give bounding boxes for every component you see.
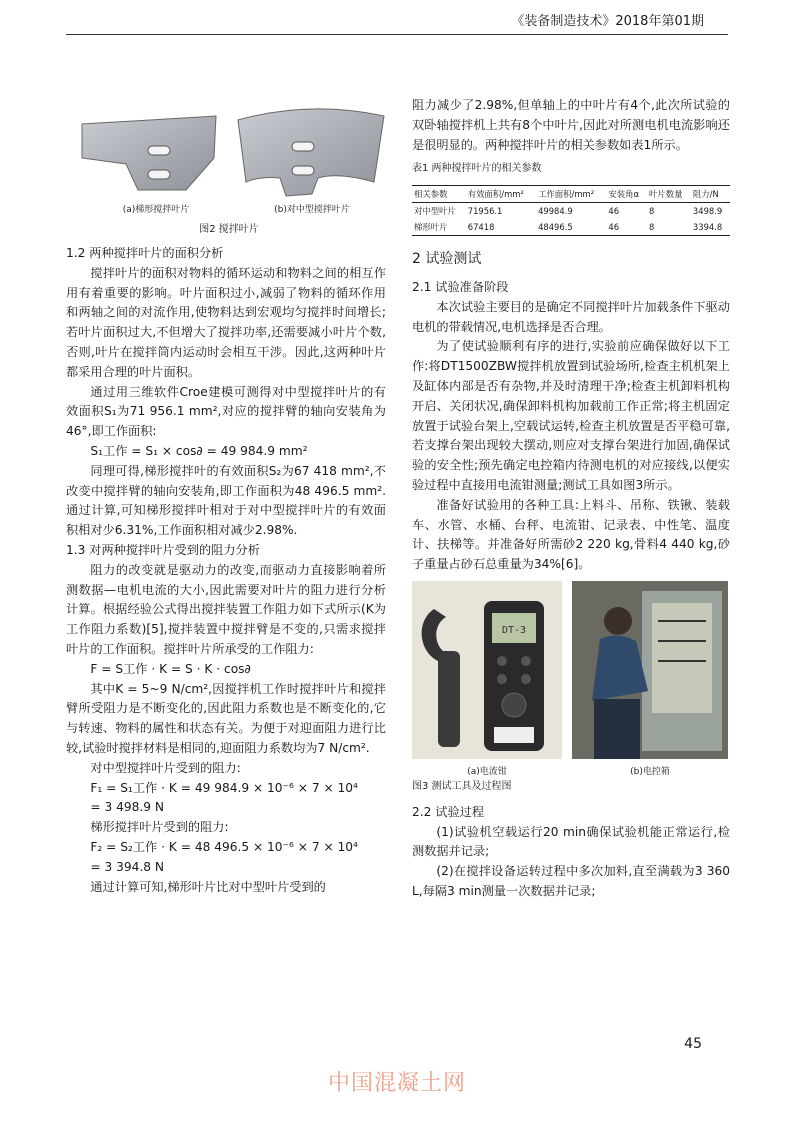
table-header-cell: 安装角α <box>608 189 640 200</box>
table-header-row <box>412 186 730 203</box>
table-row <box>412 203 730 220</box>
right-column-top-paragraph: 阻力减少了2.98%,但单轴上的中叶片有4个,此次所试验的双卧轴搅拌机上共有8个中叶片,因此对所测电机电流影响还是很明显的。两种搅拌叶片的相关参数如表1所示。 <box>412 98 730 152</box>
table-cell: 67418 <box>467 222 495 233</box>
control-cabinet-illustration <box>572 581 728 759</box>
figure-3-caption: 图3 测试工具及过程图 <box>412 780 512 792</box>
figure-2a-label: (a)梯形搅拌叶片 <box>122 205 190 215</box>
figure-3 <box>412 581 730 777</box>
body-paragraph: 准备好试验用的各种工具:上料斗、吊称、铁锹、装载车、水管、水桶、台秤、电流钳、记录表、中性笔、温度计、扶梯等。并准备好所需砂2 220 kg,骨料4 440 kg,砂子重量占砂石总重量为34%[6]。 <box>412 497 730 572</box>
section-heading: 1.2 两种搅拌叶片的面积分析 <box>66 246 224 260</box>
body-paragraph: (2)在搅拌设备运转过程中多次加料,直至满载为3 360 L,每隔3 min测量一次数据并记录; <box>412 864 730 898</box>
body-paragraph: 梯形搅拌叶片受到的阻力: <box>90 820 229 835</box>
right-column-body <box>412 250 730 575</box>
header-rule <box>66 34 728 35</box>
journal-header: 《装备制造技术》2018年第01期 <box>511 14 704 29</box>
right-column-bottom <box>412 803 730 902</box>
table-header-cell: 工作面积/mm² <box>538 189 595 200</box>
clamp-display-text: DT-3 <box>501 624 527 636</box>
figure-3a-label: (a)电流钳 <box>467 766 507 777</box>
table-cell: 3498.9 <box>692 206 723 217</box>
equation-line: S₁工作 = S₁ × cos∂ = 49 984.9 mm² <box>90 443 308 458</box>
figure-3b-label: (b)电控箱 <box>630 766 670 777</box>
page-number: 45 <box>684 1036 702 1052</box>
watermark: 中国混凝土网 <box>327 1071 466 1096</box>
table-cell: 71956.1 <box>467 206 503 217</box>
table-1-caption: 表1 两种搅拌叶片的相关参数 <box>412 163 542 175</box>
current-clamp-photo <box>412 581 562 759</box>
table-row <box>412 219 730 236</box>
left-column <box>66 244 386 897</box>
body-paragraph: 本次试验主要目的是确定不同搅拌叶片加载条件下驱动电机的带载情况,电机选择是否合理。 <box>412 299 730 334</box>
table-cell: 46 <box>608 206 620 217</box>
trapezoid-blade-drawing <box>82 116 216 190</box>
table-cell: 8 <box>648 222 655 233</box>
figure-2-caption: 图2 搅拌叶片 <box>199 224 259 235</box>
table-header-cell: 有效面积/mm² <box>467 189 524 200</box>
body-paragraph: 阻力的改变就是驱动力的改变,而驱动力直接影响着所测数据—电机电流的大小,因此需要对叶片的阻力进行分析计算。根据经验公式得出搅拌装置工作阻力如下式所示(K为工作阻力系数)[5],搅拌装置中搅拌臂是不变的,只需求搅拌叶片的工作面积。搅拌叶片所承受的工作阻力: <box>66 562 386 656</box>
table-header-cell: 叶片数量 <box>648 189 683 200</box>
current-clamp-illustration <box>412 581 562 759</box>
table-1 <box>412 185 730 236</box>
equation-line: F = S工作 · K = S · K · cos∂ <box>90 661 251 676</box>
table-cell: 49984.9 <box>538 206 573 217</box>
table-cell: 对中型叶片 <box>414 206 456 217</box>
table-header-cell: 相关参数 <box>414 189 448 200</box>
body-paragraph: 搅拌叶片的面积对物料的循环运动和物料之间的相互作用有着重要的影响。叶片面积过小,减弱了物料的循环作用和两轴之间的对流作用,使物料达到宏观均匀搅拌时间增长;若叶片面积过大,不但增大了搅拌功率,还需要减小叶片个数,否则,叶片在搅拌筒内运动时会相互干涉。因此,这两种叶片都采用合理的叶片面积。 <box>66 265 386 379</box>
table-cell: 8 <box>648 206 655 217</box>
body-paragraph: 其中K = 5~9 N/cm²,因搅拌机工作时搅拌叶片和搅拌臂所受阻力是不断变化的,因此阻力系数也是不断变化的,它与转速、物料的属性和状态有关。为便于对迎面阻力进行比较,试验时搅拌材料是相同的,迎面阻力系数均为7 N/cm². <box>66 681 386 755</box>
body-paragraph: 对中型搅拌叶片受到的阻力: <box>90 760 241 775</box>
body-paragraph: 通过用三维软件Croe建模可测得对中型搅拌叶片的有效面积S₁为71 956.1 mm²,对应的搅拌臂的轴向安装角为46°,即工作面积: <box>66 384 386 439</box>
control-cabinet-photo <box>572 581 728 759</box>
body-paragraph: 通过计算可知,梯形叶片比对中型叶片受到的 <box>90 879 326 894</box>
body-paragraph: (1)试验机空载运行20 min确保试验机能正常运行,检测数据并记录; <box>412 824 730 859</box>
figure-2 <box>66 98 392 238</box>
section-heading: 2.1 试验准备阶段 <box>412 279 509 294</box>
table-cell: 48496.5 <box>538 222 573 233</box>
section-heading: 2.2 试验过程 <box>412 804 485 819</box>
body-paragraph: 同理可得,梯形搅拌叶的有效面积S₂为67 418 mm²,不改变中搅拌臂的轴向安装角,即工作面积为48 496.5 mm². 通过计算,可知梯形搅拌叶相对于对中型搅拌叶片的有效面积相对少6.31%,工作面积相对减少2.98%. <box>66 463 386 538</box>
table-cell: 梯形叶片 <box>414 222 448 233</box>
equation-line: F₁ = S₁工作 · K = 49 984.9 × 10⁻⁶ × 7 × 10⁴ <box>90 780 358 795</box>
table-cell: 3394.8 <box>692 222 723 233</box>
equation-line: = 3 498.9 N <box>90 800 164 815</box>
body-paragraph: 为了使试验顺利有序的进行,实验前应确保做好以下工作:将DT1500ZBW搅拌机放置到试验场所,检查主机机架上及缸体内部是否有杂物,并及时清理干净;检查主机卸料机构开启、关闭状况,确保卸料机构加载前工作正常;将主机固定放置于试验台架上,空载试运转,检查主机放置是否平稳可靠,若支撑台架出现较大摆动,则应对支撑台架进行加固,确保试验的安全性;预先确定电控箱内待测电机的对应接线,以便实验过程中直接用电流钳测量;测试工具如图3所示。 <box>412 339 730 492</box>
equation-line: = 3 394.8 N <box>90 859 164 874</box>
section-heading: 1.3 对两种搅拌叶片受到的阻力分析 <box>66 542 260 557</box>
figure-2-drawings <box>66 98 392 218</box>
right-column <box>412 96 730 902</box>
table-header-cell: 阻力/N <box>692 189 719 200</box>
figure-2b-label: (b)对中型搅拌叶片 <box>274 205 350 215</box>
centered-blade-drawing <box>238 109 384 196</box>
table-cell: 46 <box>608 222 620 233</box>
section-heading: 2 试验测试 <box>412 251 482 268</box>
equation-line: F₂ = S₂工作 · K = 48 496.5 × 10⁻⁶ × 7 × 10⁴ <box>90 839 358 854</box>
